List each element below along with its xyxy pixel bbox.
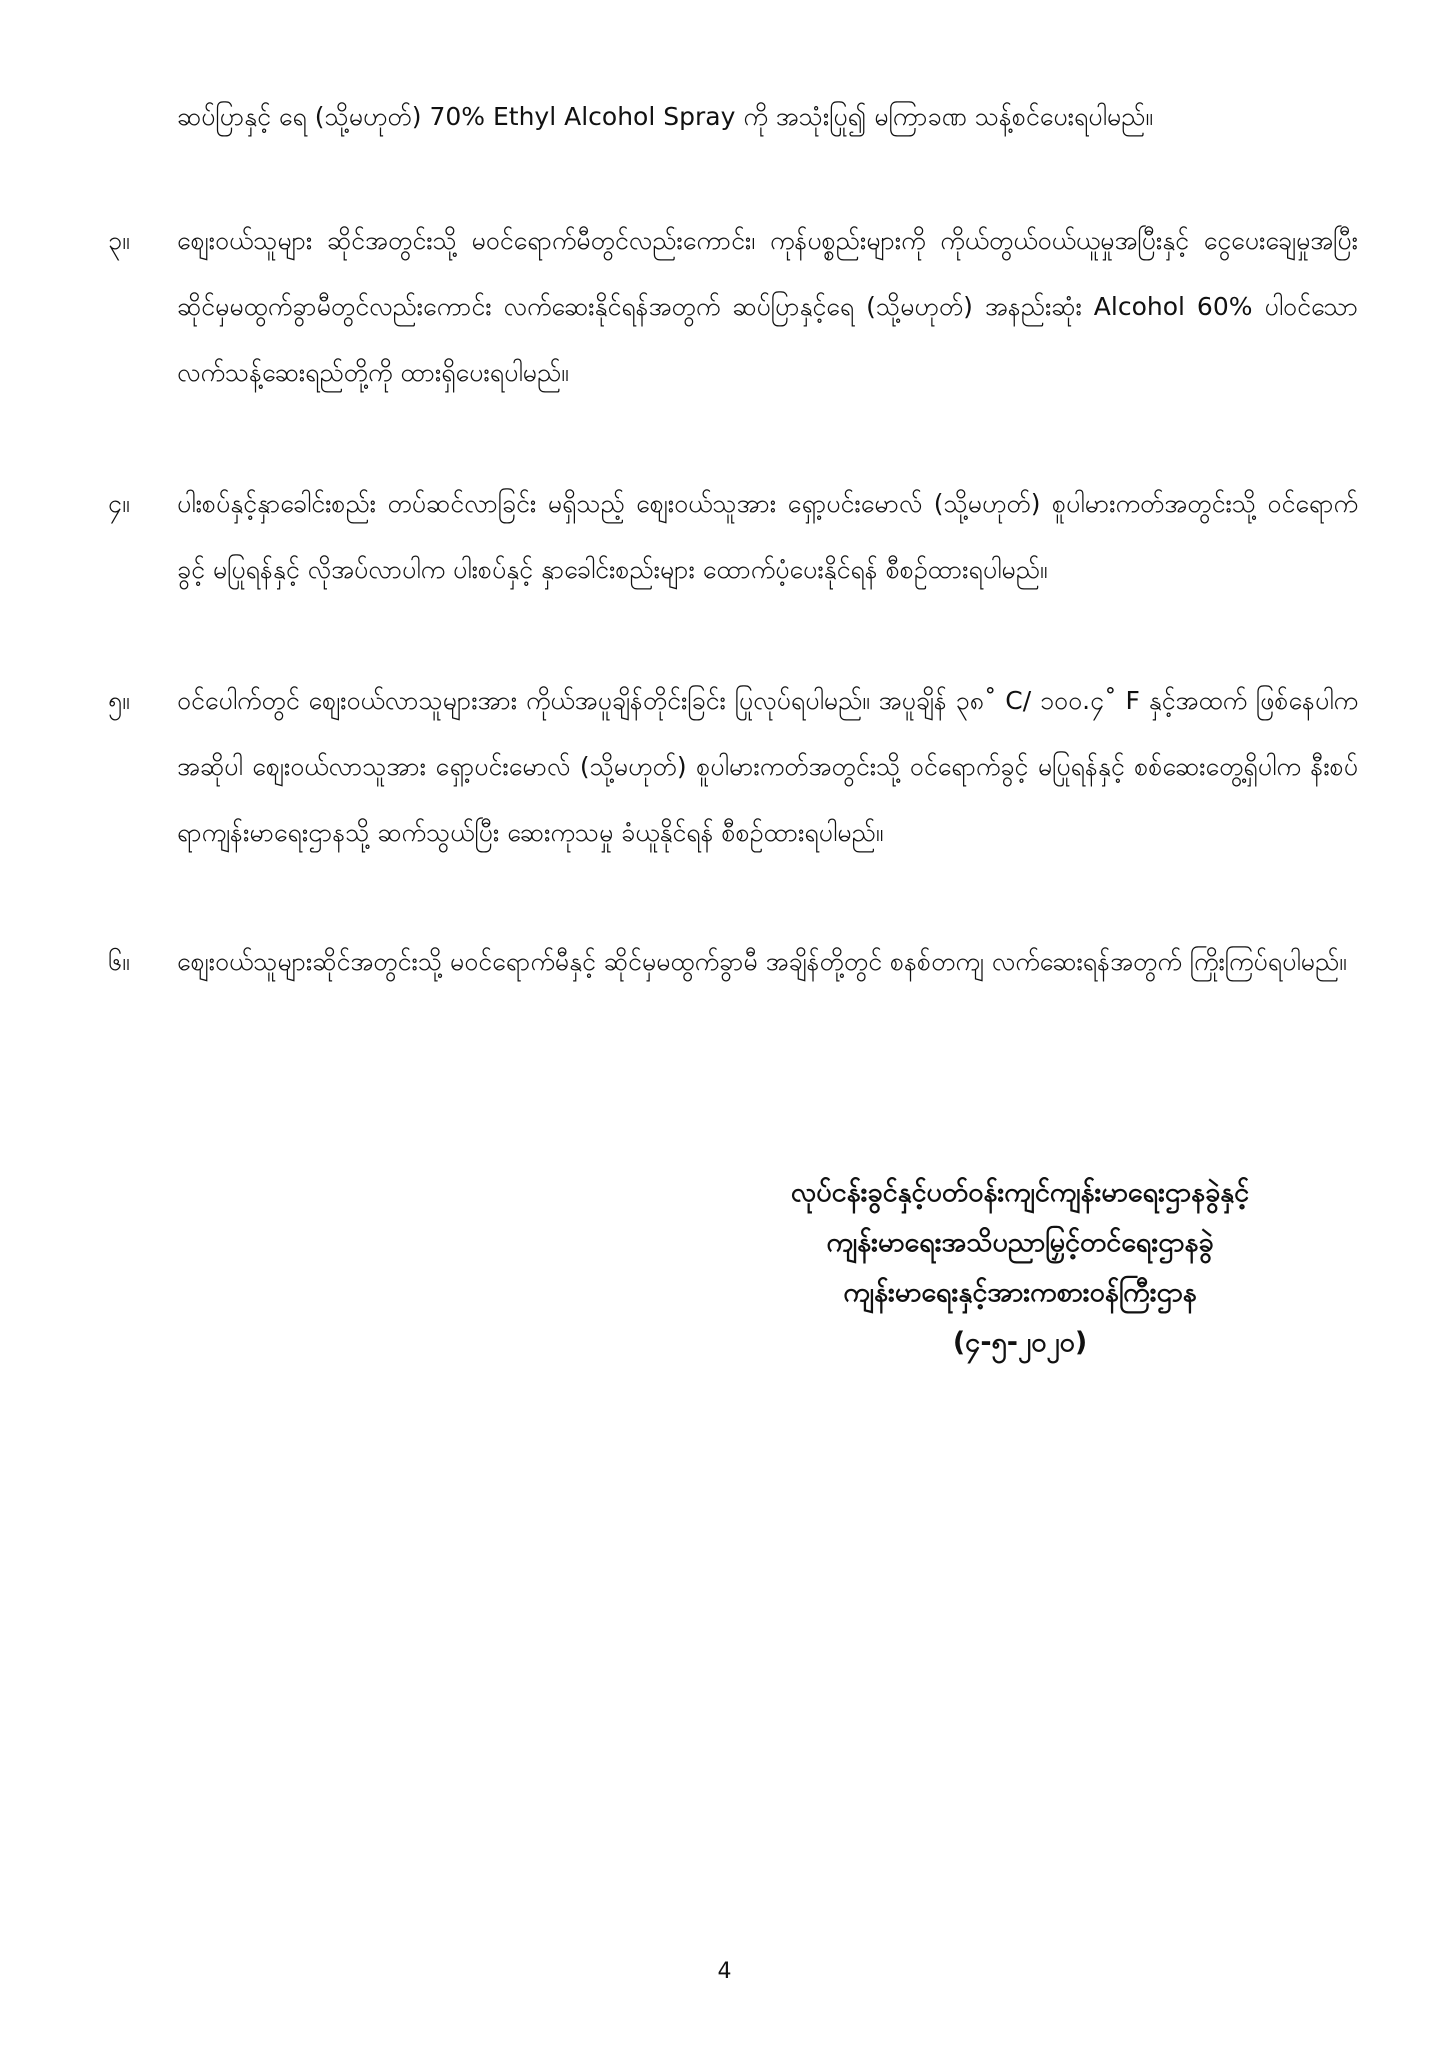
item-number: ၃။ [108, 226, 130, 255]
list-item [108, 471, 1358, 603]
signature-block [700, 1168, 1340, 1368]
list-item [108, 929, 1358, 995]
item-text: ဝင်ပေါက်တွင် စျေးဝယ်လာသူများအား ကိုယ်အပူချိန်တိုင်းခြင်း ပြုလုပ်ရပါမည်။ အပူချိန် ၃၈˚ C/ ၁၀၀.၄˚ F နှင့်အထက် ဖြစ်နေပါက အဆိုပါ စျေးဝယ်လာသူအား ရှော့ပင်းမောလ် (သို့မဟုတ်) စူပါမားကတ်အတွင်းသို့ ဝင်ရောက်ခွင့် မပြုရန်နှင့် စစ်ဆေးတွေ့ရှိပါက နီးစပ်ရာကျန်းမာရေးဌာနသို့ ဆက်သွယ်ပြီး ဆေးကုသမှု ခံယူနိုင်ရန် စီစဉ်ထားရပါမည်။ [177, 686, 1358, 847]
signature-line-department: လုပ်ငန်းခွင်နှင့်ပတ်ဝန်းကျင်ကျန်းမာရေးဌာနခွဲနှင့် [790, 1177, 1250, 1208]
item-number: ၆။ [108, 947, 130, 976]
item-number: ၅။ [108, 686, 130, 715]
item-text: ပါးစပ်နှင့်နှာခေါင်းစည်း တပ်ဆင်လာခြင်း မရှိသည့် စျေးဝယ်သူအား ရှော့ပင်းမောလ် (သို့မဟုတ်) စူပါမားကတ်အတွင်းသို့ ဝင်ရောက်ခွင့် မပြုရန်နှင့် လိုအပ်လာပါက ပါးစပ်နှင့် နှာခေါင်းစည်းများ ထောက်ပံ့ပေးနိုင်ရန် စီစဉ်ထားရပါမည်။ [177, 489, 1358, 584]
signature-date: (၄-၅-၂၀၂၀) [952, 1327, 1088, 1358]
item-text: စျေးဝယ်သူများဆိုင်အတွင်းသို့ မဝင်ရောက်မီနှင့် ဆိုင်မှမထွက်ခွာမီ အချိန်တို့တွင် စနစ်တကျ လက်ဆေးရန်အတွက် ကြိုးကြပ်ရပါမည်။ [177, 947, 1347, 976]
continuation-paragraph: ဆပ်ပြာနှင့် ရေ (သို့မဟုတ်) 70% Ethyl Alcohol Spray ကို အသုံးပြု၍ မကြာခဏ သန့်စင်ပေးရပါမည်။ [177, 102, 1153, 131]
page-number: 4 [717, 1959, 732, 1984]
list-item [108, 208, 1358, 406]
item-text: စျေးဝယ်သူများ ဆိုင်အတွင်းသို့ မဝင်ရောက်မီတွင်လည်းကောင်း၊ ကုန်ပစ္စည်းများကို ကိုယ်တွယ်ဝယ်ယူမှုအပြီးနှင့် ငွေပေးချေမှုအပြီးဆိုင်မှမထွက်ခွာမီတွင်လည်းကောင်း လက်ဆေးနိုင်ရန်အတွက် ဆပ်ပြာနှင့်ရေ (သို့မဟုတ်) အနည်းဆုံး Alcohol 60% ပါဝင်သော လက်သန့်ဆေးရည်တို့ကို ထားရှိပေးရပါမည်။ [177, 226, 1358, 387]
signature-line-ministry: ကျန်းမာရေးနှင့်အားကစားဝန်ကြီးဌာန [843, 1277, 1197, 1308]
item-number: ၄။ [108, 489, 130, 518]
signature-line-division: ကျန်းမာရေးအသိပညာမြှင့်တင်ရေးဌာနခွဲ [826, 1227, 1214, 1258]
list-item [108, 668, 1358, 866]
